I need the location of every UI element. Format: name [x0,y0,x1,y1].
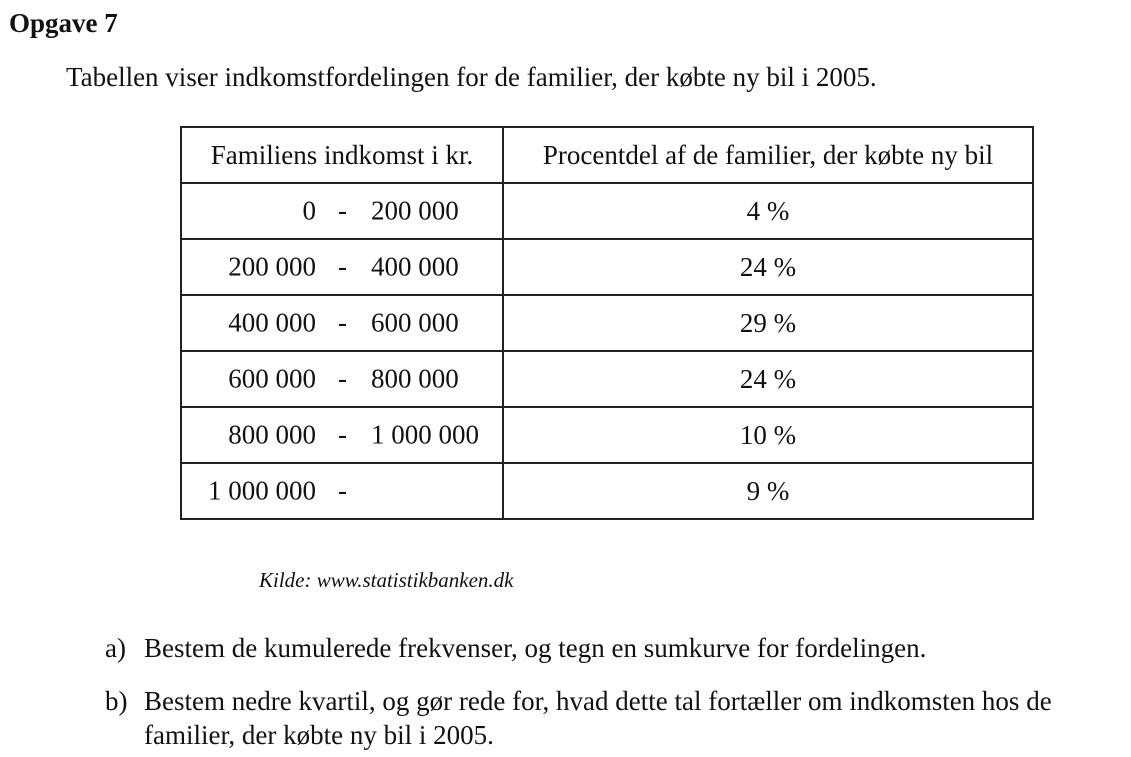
interval-upper: 200 000 [371,195,459,226]
interval-lower: 400 000 [228,307,316,338]
question-label: b) [105,686,128,716]
question-label: a) [105,633,126,663]
percentage-cell: 24 % [503,351,1033,407]
interval-separator: - [338,307,347,338]
table-header-row [181,127,1033,183]
table-row [181,463,1033,519]
interval-separator: - [338,363,347,394]
interval-separator: - [338,419,347,450]
question-text: Bestem nedre kvartil, og gør rede for, hvad dette tal fortæller om indkomsten hos de familier, der købte ny bil i 2005. [144,686,1052,750]
table-row [181,295,1033,351]
header-percentage: Procentdel af de familier, der købte ny bil [503,127,1033,183]
intro-text: Tabellen viser indkomstfordelingen for de familier, der købte ny bil i 2005. [66,62,877,92]
table-row [181,239,1033,295]
interval-upper: 400 000 [371,251,459,282]
percentage-cell: 24 % [503,239,1033,295]
income-interval-cell [181,183,503,239]
income-interval-cell [181,239,503,295]
exercise-heading: Opgave 7 [9,8,118,38]
percentage-cell: 10 % [503,407,1033,463]
percentage-cell: 9 % [503,463,1033,519]
table-row [181,183,1033,239]
income-distribution-table [180,126,1034,520]
table-row [181,407,1033,463]
income-interval-cell [181,407,503,463]
interval-upper: 1 000 000 [371,419,479,450]
interval-lower: 200 000 [228,251,316,282]
interval-lower: 1 000 000 [208,475,316,506]
interval-upper: 600 000 [371,307,459,338]
income-interval-cell [181,463,503,519]
interval-lower: 600 000 [228,363,316,394]
interval-separator: - [338,475,347,506]
percentage-cell: 29 % [503,295,1033,351]
source-citation: Kilde: www.statistikbanken.dk [259,568,514,592]
income-interval-cell [181,295,503,351]
interval-separator: - [338,251,347,282]
interval-lower: 800 000 [228,419,316,450]
interval-lower: 0 [302,195,316,226]
percentage-cell: 4 % [503,183,1033,239]
question-text: Bestem de kumulerede frekvenser, og tegn en sumkurve for fordelingen. [144,633,927,663]
interval-separator: - [338,195,347,226]
income-interval-cell [181,351,503,407]
table-row [181,351,1033,407]
header-income: Familiens indkomst i kr. [181,127,503,183]
interval-upper: 800 000 [371,363,459,394]
